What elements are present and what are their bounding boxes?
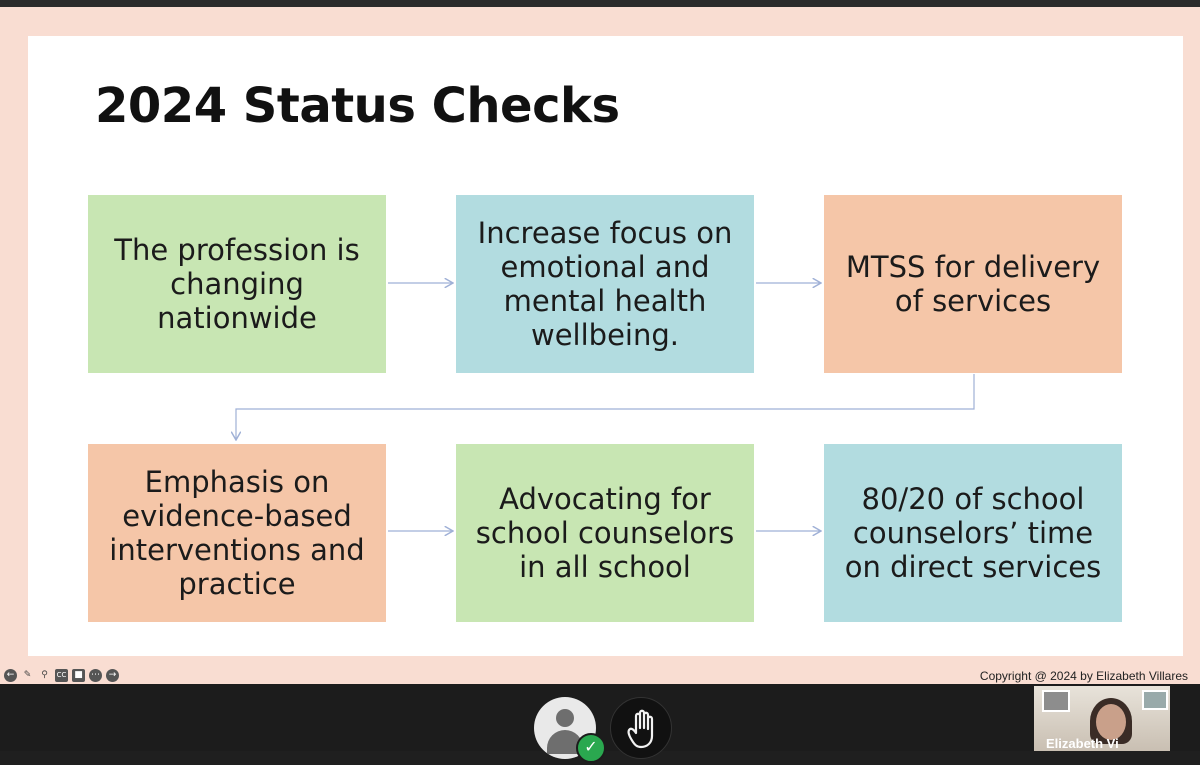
forward-icon[interactable]: → — [106, 669, 119, 682]
box-text: Advocating for school counselors in all school — [475, 482, 735, 584]
box-mtss — [824, 195, 1122, 373]
check-icon: ✓ — [576, 733, 606, 763]
wall-picture — [1142, 690, 1168, 710]
pen-icon[interactable]: ✎ — [23, 669, 32, 680]
back-icon[interactable]: ← — [4, 669, 17, 682]
top-bar — [0, 0, 1200, 7]
box-80-20 — [824, 444, 1122, 622]
box-text: MTSS for delivery of services — [845, 250, 1101, 318]
captions-icon[interactable]: CC — [55, 669, 68, 682]
slide — [28, 36, 1183, 656]
box-text: Increase focus on emotional and mental health wellbeing. — [477, 216, 733, 352]
copyright-text: Copyright @ 2024 by Elizabeth Villares — [979, 669, 1188, 683]
participant-face — [1096, 704, 1126, 740]
box-text: Emphasis on evidence-based interventions and practice — [109, 465, 365, 601]
box-text: The profession is changing nationwide — [114, 233, 360, 335]
wall-picture — [1042, 690, 1070, 712]
camera-icon[interactable]: ■ — [72, 669, 85, 682]
box-evidence-based — [88, 444, 386, 622]
box-emotional-focus — [456, 195, 754, 373]
presentation-toolbar — [4, 667, 119, 683]
zoom-icon[interactable]: ⚲ — [41, 669, 48, 680]
more-icon[interactable]: ⋯ — [91, 669, 100, 680]
participant-name: Elizabeth Vi — [1046, 736, 1119, 751]
box-advocating — [456, 444, 754, 622]
slide-title: 2024 Status Checks — [95, 78, 620, 134]
arrow-3-4 — [236, 374, 974, 440]
slide-frame — [0, 7, 1200, 684]
box-profession-changing — [88, 195, 386, 373]
box-text: 80/20 of school counselors’ time on direct services — [844, 482, 1102, 584]
avatar-head — [556, 709, 574, 727]
raise-hand-button[interactable] — [610, 697, 672, 759]
